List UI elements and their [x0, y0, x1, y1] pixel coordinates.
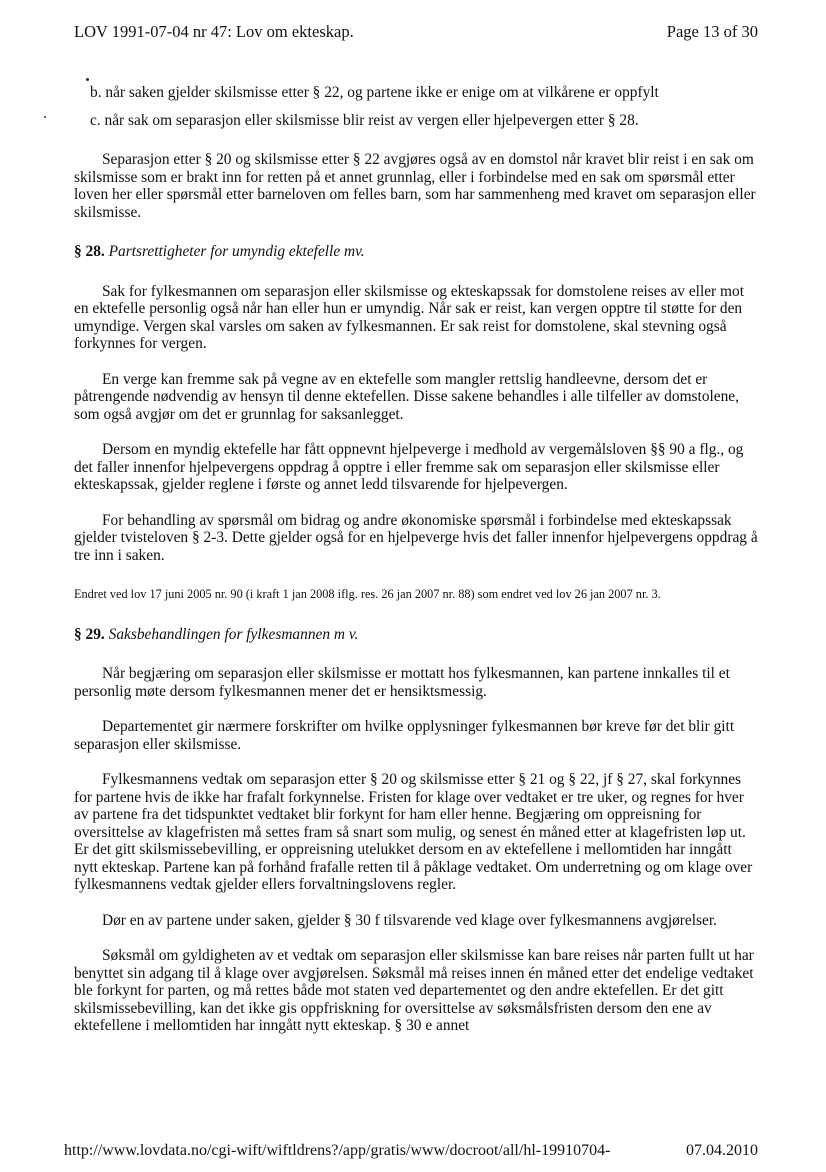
print-date: 07.04.2010: [686, 1142, 758, 1159]
document-body: [74, 84, 758, 1053]
section-number: § 29.: [74, 625, 105, 643]
paragraph: Separasjon etter § 20 og skilsmisse etter § 22 avgjøres også av en domstol når kravet blir reist i en sak om skilsmisse som er brakt inn for retten på et annet grunnlag, eller i forbindelse med en sak om spørsmål etter loven her eller spørsmål etter barneloven om felles barn, som har sammenheng med kravet om separasjon eller skilsmisse.: [74, 151, 756, 221]
section-number: § 28.: [74, 243, 105, 260]
paragraph: En verge kan fremme sak på vegne av en ektefelle som mangler rettslig handleevne, dersom det er påtrengende nødvendig av hensyn til denne ektefellen. Disse sakene behandles i alle tilfeller av domstolene, som også avgjør om det er grunnlag for saksanlegget.: [74, 370, 739, 423]
paragraph: Dersom en myndig ektefelle har fått oppnevnt hjelpeverge i medhold av vergemålsloven §§ 90 a flg., og det faller innenfor hjelpevergens oppdrag å opptre i eller fremme sak om separasjon eller skilsmisse eller ekteskapssak, gjelder reglene i første og annet ledd tilsvarende for hjelpevergen.: [74, 441, 744, 493]
paragraph: Når begjæring om separasjon eller skilsmisse er mottatt hos fylkesmannen, kan partene innkalles til et personlig møte dersom fylkesmannen mener det er hensiktsmessig.: [74, 665, 730, 700]
section-heading-28: [74, 243, 758, 261]
section-title: Saksbehandlingen for fylkesmannen m v.: [108, 625, 359, 643]
amendment-note: Endret ved lov 17 juni 2005 nr. 90 (i kraft 1 jan 2008 iflg. res. 26 jan 2007 nr. 88) som endret ved lov 26 jan 2007 nr. 3.: [74, 587, 661, 601]
paragraph: Fylkesmannens vedtak om separasjon etter § 20 og skilsmisse etter § 21 og § 22, jf § 27, skal forkynnes for partene hvis de ikke har frafalt forkynnelse. Fristen for klage over vedtaket er tre uker, og regnes for hver av partene fra det tidspunktet vedtaket blir forkynt for ham eller henne. Begjæring om oppreisning for oversittelse av klagefristen må settes fram så snart som mulig, og senest én måned etter at klagefristen løp ut. Er det gitt skilsmissebevilling, er oppreisning utelukket dersom en av ektefellene i mellomtiden har inngått nytt ekteskap. Partene kan på forhånd frafalle retten til å påklage vedtaket. Om underretning og om klage over fylkesmannens vedtak gjelder ellers forvaltningslovens regler.: [74, 771, 753, 893]
paragraph: Departementet gir nærmere forskrifter om hvilke opplysninger fylkesmannen bør kreve før det blir gitt separasjon eller skilsmisse.: [74, 718, 735, 753]
list-item: b. når saken gjelder skilsmisse etter § 22, og partene ikke er enige om at vilkårene er oppfylt: [90, 84, 659, 101]
list-item: c. når sak om separasjon eller skilsmisse blir reist av vergen eller hjelpevergen etter § 28.: [90, 111, 639, 129]
paragraph: Søksmål om gyldigheten av et vedtak om separasjon eller skilsmisse kan bare reises når parten fullt ut har benyttet sin adgang til å klage over avgjørelsen. Søksmål må reises innen én måned etter det endelige vedtaket ble forkynt for parten, og må rettes både mot staten ved departementet og den andre ektefellen. Er det gitt skilsmissebevilling, kan det ikke gis oppfriskning for oversittelse av søksmålsfristen dersom den ene av ektefellene i mellomtiden har inngått nytt ekteskap. § 30 e annet: [74, 947, 754, 1034]
page-number: Page 13 of 30: [666, 22, 758, 41]
paragraph: For behandling av spørsmål om bidrag og andre økonomiske spørsmål i forbindelse med ekteskapssak gjelder tvisteloven § 2-3. Dette gjelder også for en hjelpeverge hvis det faller innenfor hjelpevergens oppdrag å tre inn i saken.: [74, 511, 758, 564]
scan-speck: [44, 116, 46, 118]
section-heading-29: [74, 626, 758, 644]
page-header: [74, 22, 758, 48]
paragraph: Sak for fylkesmannen om separasjon eller skilsmisse og ekteskapssak for domstolene reises av eller mot en ektefelle personlig også når han eller hun er umyndig. Når sak er reist, kan vergen opptre til støtte for den umyndige. Vergen skal varsles om saken av fylkesmannen. Er sak reist for domstolene, skal stevning også forkynnes for vergen.: [74, 282, 744, 352]
paragraph: Dør en av partene under saken, gjelder § 30 f tilsvarende ved klage over fylkesmannens avgjørelser.: [102, 911, 717, 929]
scan-speck: [86, 78, 89, 81]
page-footer: [64, 1142, 758, 1172]
source-url: http://www.lovdata.no/cgi-wift/wiftldrens?/app/gratis/www/docroot/all/hl-19910704-: [64, 1142, 611, 1159]
document-title: LOV 1991-07-04 nr 47: Lov om ekteskap.: [74, 22, 354, 41]
section-title: Partsrettigheter for umyndig ektefelle mv.: [108, 243, 365, 260]
